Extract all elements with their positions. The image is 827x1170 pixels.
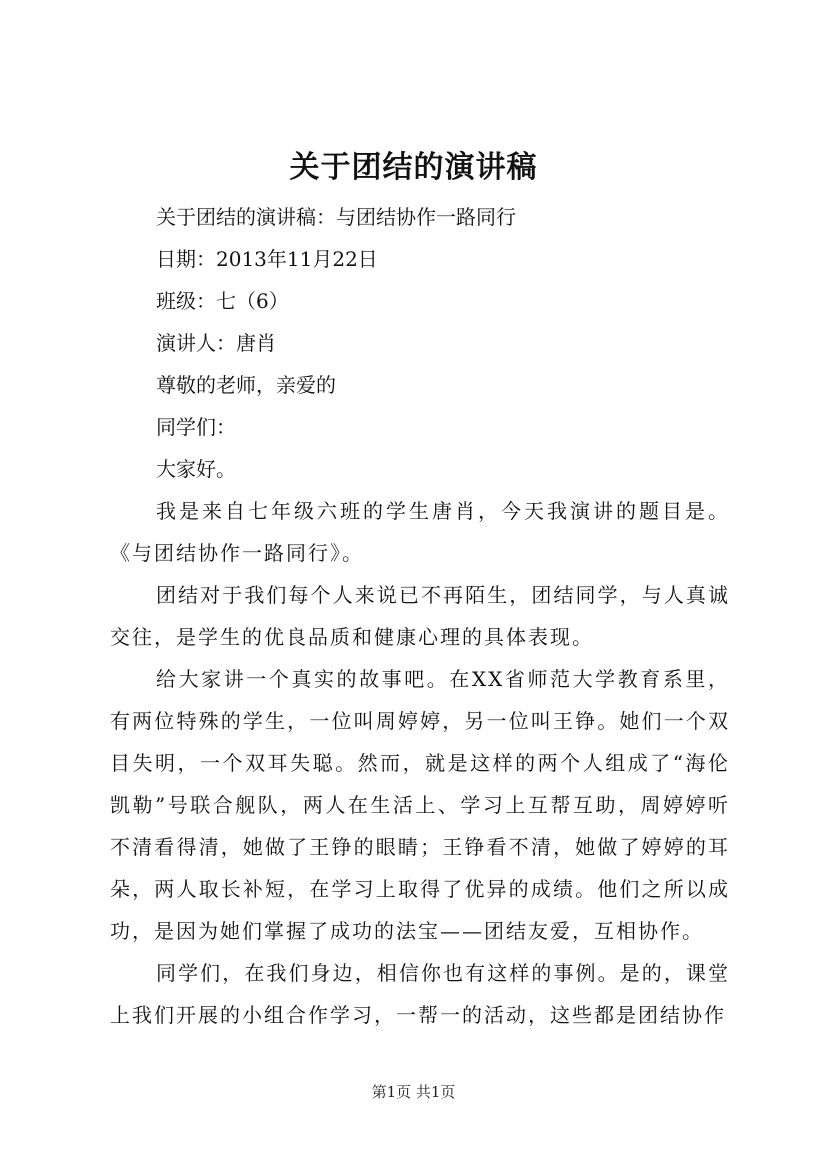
paragraph-examples: 同学们，在我们身边，相信你也有这样的事例。是的，课堂上我们开展的小组合作学习，一帮一的活动，这些都是团结协作	[110, 961, 730, 1027]
paragraph-unity: 团结对于我们每个人来说已不再陌生，团结同学，与人真诚交往，是学生的优良品质和健康心理的具体表现。	[110, 583, 730, 649]
document-title: 关于团结的演讲稿	[289, 150, 538, 185]
speech-date: 日期：2013年11月22日	[156, 247, 378, 271]
paragraph-intro: 我是来自七年级六班的学生唐肖，今天我演讲的题目是。《与团结协作一路同行》。	[110, 499, 730, 565]
page-footer: 第1页 共1页	[371, 1083, 456, 1101]
greeting: 大家好。	[156, 457, 236, 481]
speech-subtitle: 关于团结的演讲稿：与团结协作一路同行	[156, 205, 516, 229]
document-body	[110, 196, 730, 1036]
speech-class: 班级：七（6）	[156, 289, 289, 313]
salutation-line-2: 同学们：	[156, 415, 236, 439]
salutation-line-1: 尊敬的老师，亲爱的	[156, 373, 336, 397]
speech-speaker: 演讲人：唐肖	[156, 331, 276, 355]
paragraph-story: 给大家讲一个真实的故事吧。在XX省师范大学教育系里，有两位特殊的学生，一位叫周婷婷，另一位叫王铮。她们一个双目失明，一个双耳失聪。然而，就是这样的两个人组成了“海伦凯勒”号联合舰队，两人在生活上、学习上互帮互助，周婷婷听不清看得清，她做了王铮的眼睛；王铮看不清，她做了婷婷的耳朵，两人取长补短，在学习上取得了优异的成绩。他们之所以成功，是因为她们掌握了成功的法宝——团结友爱，互相协作。	[110, 667, 730, 943]
